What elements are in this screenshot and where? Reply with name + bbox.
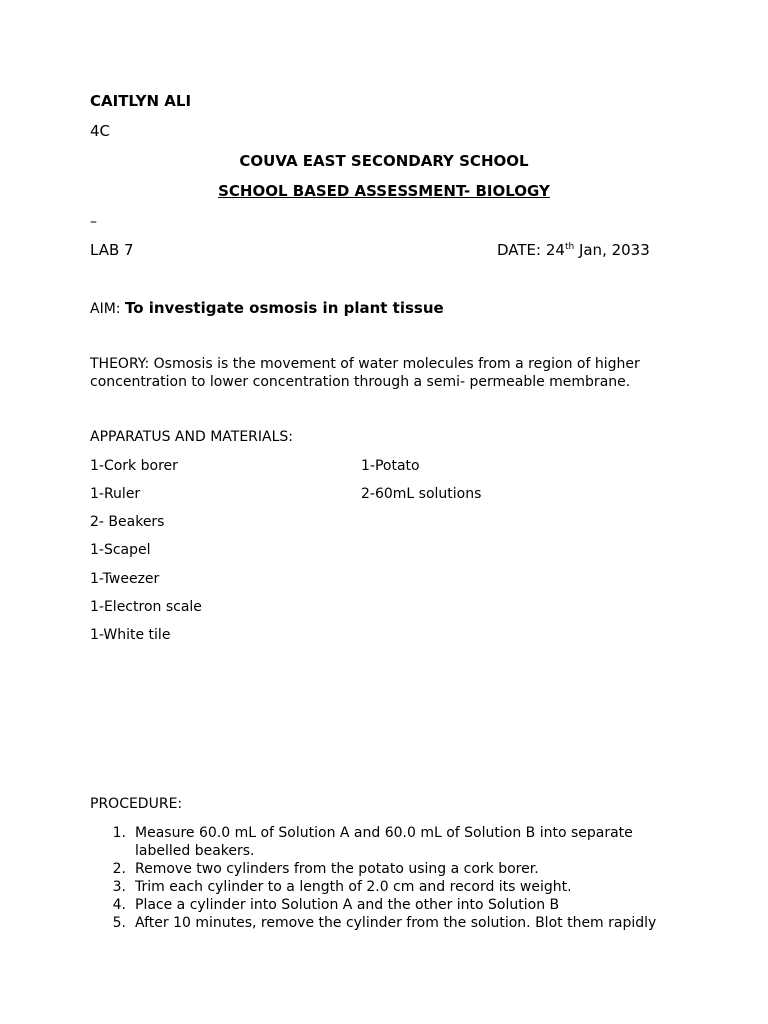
dash-mark: –: [90, 214, 97, 230]
aim-label: AIM:: [90, 301, 125, 317]
aim-line: [90, 299, 444, 317]
date-prefix: DATE: 24: [497, 241, 565, 259]
apparatus-item: 1-Tweezer: [90, 571, 160, 587]
apparatus-item: 1-White tile: [90, 627, 171, 643]
step-number: 4.: [112, 897, 126, 913]
apparatus-item: 1-Scapel: [90, 542, 151, 558]
date-suffix: Jan, 2033: [574, 241, 650, 259]
apparatus-item: 1-Cork borer: [90, 458, 178, 474]
assessment-title: SCHOOL BASED ASSESSMENT- BIOLOGY: [218, 182, 550, 200]
theory-paragraph: THEORY: Osmosis is the movement of water molecules from a region of higher concentration to lower concentration through a semi- permeable membrane.: [90, 356, 640, 390]
step-text: Place a cylinder into Solution A and the other into Solution B: [135, 897, 560, 913]
step-text: Remove two cylinders from the potato using a cork borer.: [135, 861, 539, 877]
class-label: 4C: [90, 122, 111, 140]
procedure-step: [90, 914, 690, 932]
lab-number: LAB 7: [90, 241, 134, 259]
procedure-step: [90, 878, 690, 896]
apparatus-item: 1-Ruler: [90, 486, 141, 502]
school-name: COUVA EAST SECONDARY SCHOOL: [239, 152, 529, 170]
apparatus-item: 2- Beakers: [90, 514, 165, 530]
lab-date: [497, 241, 650, 259]
step-number: 3.: [112, 879, 126, 895]
step-number: 2.: [112, 861, 126, 877]
student-name: CAITLYN ALI: [90, 92, 192, 110]
step-text: After 10 minutes, remove the cylinder from the solution. Blot them rapidly: [135, 915, 657, 931]
procedure-heading: PROCEDURE:: [90, 796, 183, 812]
procedure-step: [90, 860, 690, 878]
procedure-list: [90, 824, 690, 932]
apparatus-item: 1-Electron scale: [90, 599, 202, 615]
date-superscript: th: [564, 242, 575, 252]
procedure-step: [90, 896, 690, 914]
apparatus-heading: APPARATUS AND MATERIALS:: [90, 429, 294, 445]
step-number: 5.: [112, 915, 126, 931]
material-item: 1-Potato: [361, 458, 420, 474]
material-item: 2-60mL solutions: [361, 486, 482, 502]
aim-text: To investigate osmosis in plant tissue: [124, 299, 444, 317]
step-text: Trim each cylinder to a length of 2.0 cm and record its weight.: [135, 879, 572, 895]
step-number: 1.: [112, 825, 126, 841]
procedure-step: [90, 824, 690, 860]
step-text: Measure 60.0 mL of Solution A and 60.0 mL of Solution B into separate labelled beakers.: [135, 825, 633, 859]
